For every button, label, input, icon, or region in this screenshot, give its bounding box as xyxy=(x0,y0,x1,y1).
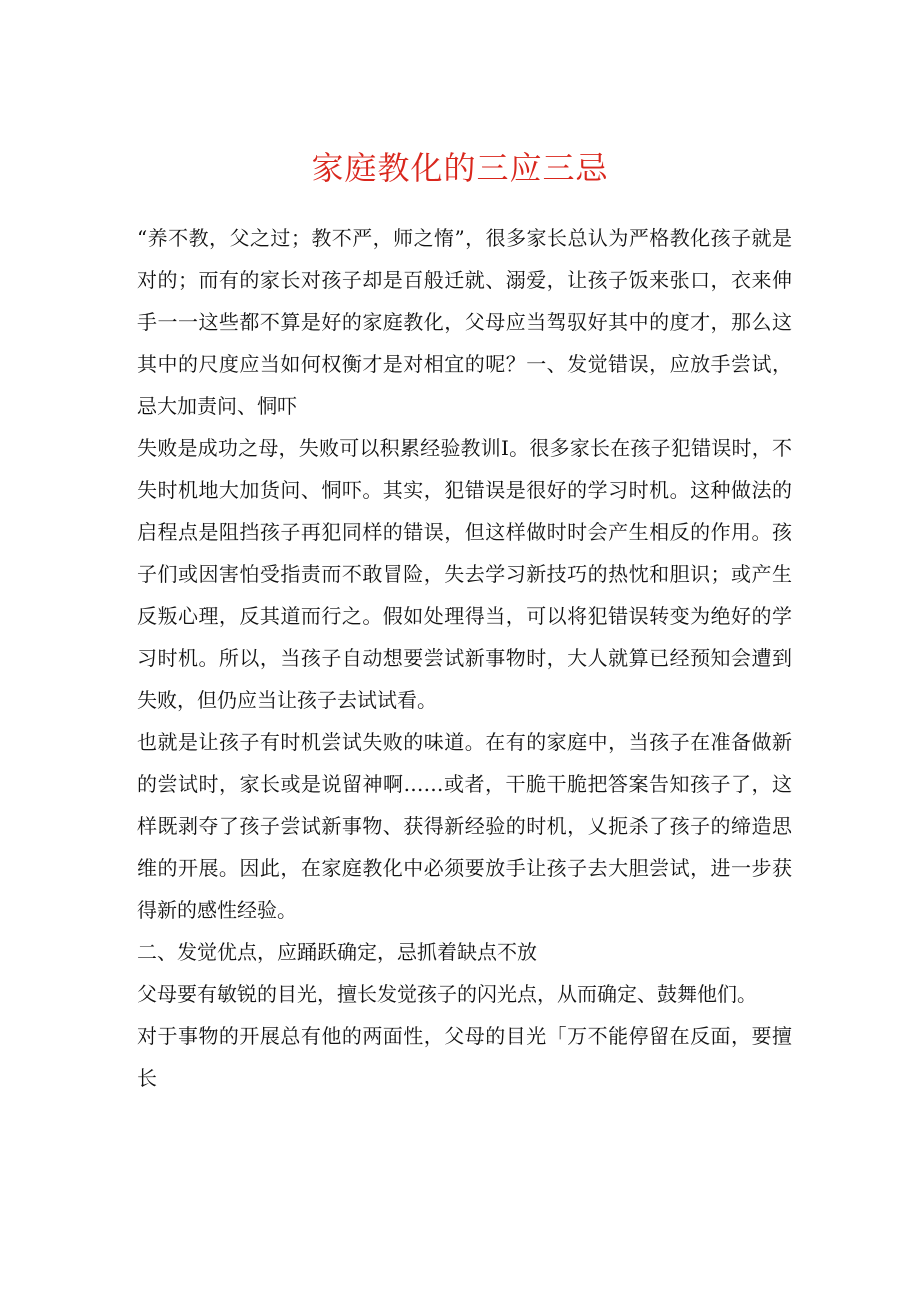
paragraph-failure: 失败是成功之母，失败可以积累经验教训I。很多家长在孩子犯错误时，不失时机地大加货问、恫吓。其实，犯错误是很好的学习时机。这种做法的启程点是阻挡孩子再犯同样的错误，但这样做时时会产生相反的作用。孩子们或因害怕受指责而不敢冒险，失去学习新技巧的热忱和胆识；或产生反叛心理，反其道而行之。假如处理得当，可以将犯错误转变为绝好的学习时机。所以，当孩子自动想要尝试新事物时，大人就算已经预知会遭到失败，但仍应当让孩子去试试看。 xyxy=(137,436,792,712)
document-body xyxy=(137,217,792,1099)
paragraph-trial: 也就是让孩子有时机尝试失败的味道。在有的家庭中，当孩子在准备做新的尝试时，家长或是说留神啊……或者，干脆干脆把答案告知孩子了，这样既剥夺了孩子尝试新事物、获得新经验的时机，乂扼杀了孩子的缔造思维的开展。因此，在家庭教化中必须要放手让孩子去大胆尝试，进一步获得新的感性经验。 xyxy=(137,730,792,922)
document-title: 家庭教化的三应三忌 xyxy=(311,149,609,187)
paragraph-two-sides: 对于事物的开展总有他的两面性，父母的目光「万不能停留在反面，要擅长 xyxy=(137,1024,792,1090)
paragraph-intro: “养不教，父之过；教不严，师之惰”，很多家长总认为严格教化孩子就是对的；而有的家长对孩子却是百般迁就、溺爱，让孩子饭来张口，衣来伸手一一这些都不算是好的家庭教化，父母应当驾驭好其中的度才，那么这其中的尺度应当如何权衡才是对相宜的呢？一、发觉错误，应放手尝试，忌大加责问、恫吓 xyxy=(137,226,792,418)
paragraph-praise: 父母要有敏锐的目光，擅长发觉孩子的闪光点，从而确定、鼓舞他们。 xyxy=(137,982,757,1006)
section-heading-two: 二、发觉优点，应踊跃确定，忌抓着缺点不放 xyxy=(137,940,537,964)
